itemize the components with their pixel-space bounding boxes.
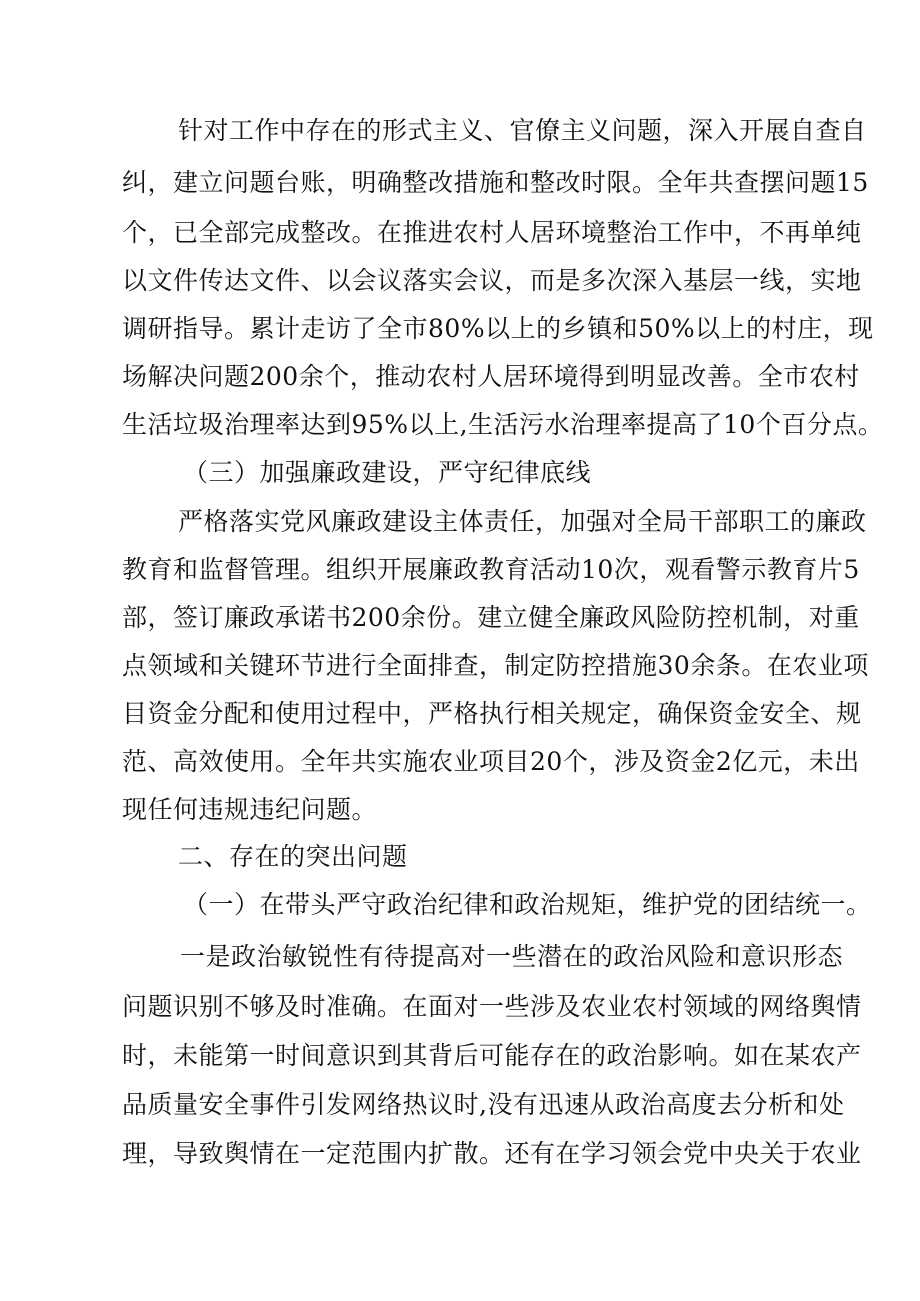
subheading-3: （三）加强廉政建设，严守纪律底线: [183, 458, 592, 487]
paragraph-line: 场解决问题200余个，推动农村人居环境得到明显改善。全市农村: [122, 362, 860, 391]
paragraph-line: 品质量安全事件引发网络热议时,没有迅速从政治高度去分析和处: [122, 1090, 845, 1119]
paragraph-line: 现任何违规违纪问题。: [122, 795, 378, 824]
paragraph-line: 调研指导。累计走访了全市80%以上的乡镇和50%以上的村庄，现: [122, 314, 874, 343]
paragraph-line: 严格落实党风廉政建设主体责任，加强对全局干部职工的廉政: [178, 507, 867, 536]
subheading-1: （一）在带头严守政治纪律和政治规矩，维护党的团结统一。: [183, 890, 872, 919]
paragraph-line: 教育和监督管理。组织开展廉政教育活动10次，观看警示教育片5: [122, 555, 860, 584]
paragraph-line: 针对工作中存在的形式主义、官僚主义问题，深入开展自查自: [178, 116, 867, 145]
paragraph-line: 生活垃圾治理率达到95%以上,生活污水治理率提高了10个百分点。: [122, 410, 884, 439]
paragraph-line: 以文件传达文件、以会议落实会议，而是多次深入基层一线，实地: [122, 266, 862, 295]
heading-2: 二、存在的突出问题: [178, 842, 408, 871]
paragraph-line: 个，已全部完成整改。在推进农村人居环境整治工作中，不再单纯: [122, 218, 862, 247]
paragraph-line: 纠，建立问题台账，明确整改措施和整改时限。全年共查摆问题15: [122, 168, 869, 197]
paragraph-line: 部，签订廉政承诺书200余份。建立健全廉政风险防控机制，对重: [122, 603, 860, 632]
paragraph-line: 目资金分配和使用过程中，严格执行相关规定，确保资金安全、规: [122, 699, 862, 728]
paragraph-line: 点领域和关键环节进行全面排查，制定防控措施30余条。在农业项: [122, 651, 869, 680]
paragraph-line: 时，未能第一时间意识到其背后可能存在的政治影响。如在某农产: [122, 1041, 862, 1070]
paragraph-line: 问题识别不够及时准确。在面对一些涉及农业农村领域的网络舆情: [122, 992, 862, 1021]
paragraph-line: 范、高效使用。全年共实施农业项目20个，涉及资金2亿元，未出: [122, 747, 860, 776]
paragraph-line: 理，导致舆情在一定范围内扩散。还有在学习领会党中央关于农业: [122, 1139, 862, 1168]
paragraph-line: 一是政治敏锐性有待提高对一些潜在的政治风险和意识形态: [180, 942, 844, 971]
